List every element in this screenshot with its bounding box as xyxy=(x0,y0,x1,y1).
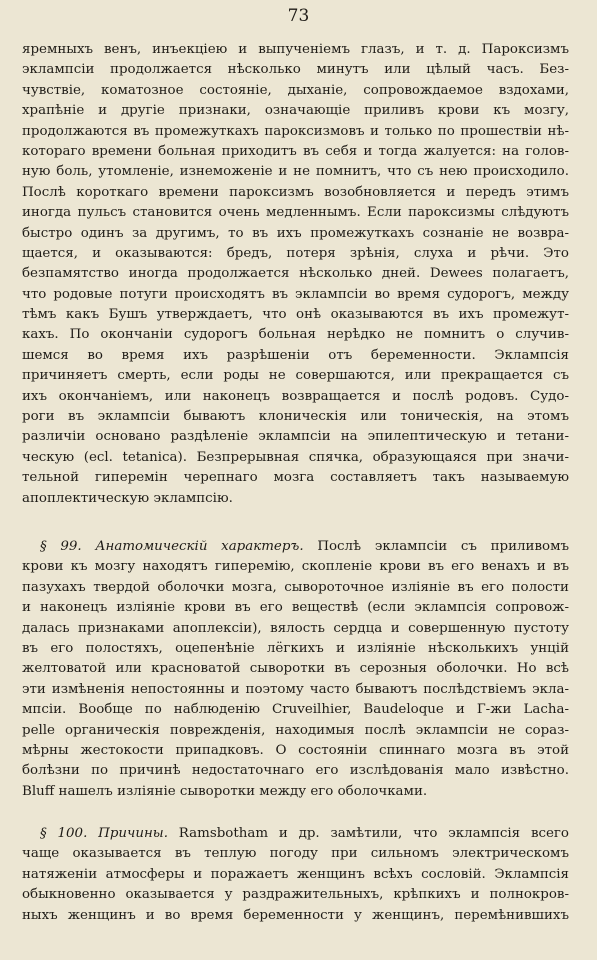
text-line: быстро одинъ за другимъ, то въ ихъ промежуткахъ сознаніе не возвра- xyxy=(22,225,569,241)
text-line: роги въ эклампсіи бываютъ клоническія или тоническія, на этомъ xyxy=(22,409,569,425)
section-heading-line xyxy=(22,537,569,557)
text-line: различіи основано раздѣленіе эклампсіи на эпилептическую и тетани- xyxy=(22,429,569,445)
text-line: Bluff нашелъ изліяніе сыворотки между его оболочками. xyxy=(22,783,428,799)
text-line: ную боль, утомленіе, изнеможеніе и не помнитъ, что съ нею происходило. xyxy=(22,164,569,180)
text-line: обыкновенно оказывается у раздражительныхъ, крѣпкихъ и полнокров- xyxy=(22,887,569,903)
text-line: котораго времени больная приходитъ въ себя и тогда жалуется: на голов- xyxy=(22,143,569,159)
text-line: храпѣніе и другіе признаки, означающіе приливъ крови къ мозгу, xyxy=(22,103,569,119)
section-100 xyxy=(22,824,569,926)
text-line: болѣзни по причинѣ недостаточнаго его изслѣдованія мало извѣстно. xyxy=(22,763,569,779)
text-line: въ его полостяхъ, оцепенѣніе лёгкихъ и изліяніе нѣсколькихъ унцій xyxy=(22,640,569,656)
paragraph-continuation xyxy=(22,40,569,509)
section-first-line-text: Ramsbotham и др. замѣтили, что эклампсія всего xyxy=(178,826,569,841)
text-line: эклампсіи продолжается нѣсколько минутъ или цѣлый часъ. Без- xyxy=(22,62,569,78)
text-line: чувствіе, коматозное состояніе, дыханіе, сопровождаемое вздохами, xyxy=(22,82,569,98)
section-title: Анатомическій характеръ. xyxy=(95,539,304,554)
text-line: тѣмъ какъ Бушъ утверждаетъ, что онѣ оказываются въ ихъ промежут- xyxy=(22,307,569,323)
text-line: иногда пульсъ становится очень медленнымъ. Если пароксизмы слѣдуютъ xyxy=(22,205,569,221)
text-line: желтоватой или красноватой сыворотки въ серозныя оболочки. Но всѣ xyxy=(22,661,569,677)
page-number: 73 xyxy=(287,6,310,26)
text-line: крови къ мозгу находятъ гиперемію, скопленіе крови въ его венахъ и въ xyxy=(22,559,569,575)
section-number: § 99. xyxy=(40,539,82,554)
section-99 xyxy=(22,537,569,802)
text-line: далась признаками апоплексіи), вялость сердца и совершенную пустоту xyxy=(22,620,569,636)
text-line: яремныхъ венъ, инъекціею и выпученіемъ глазъ, и т. д. Пароксизмъ xyxy=(22,42,569,57)
section-first-line-text: Послѣ эклампсіи съ приливомъ xyxy=(317,539,569,554)
section-number: § 100. xyxy=(40,826,88,841)
text-line: и наконецъ изліяніе крови въ его веществѣ (если эклампсія сопровож- xyxy=(22,600,569,616)
text-line: шемся во время ихъ разрѣшеніи отъ беременности. Эклампсія xyxy=(22,347,569,363)
text-line: кахъ. По окончаніи судорогъ больная нерѣдко не помнитъ о случив- xyxy=(22,327,569,343)
section-title: Причины. xyxy=(98,826,168,841)
text-line: pelle органическія поврежденія, находимыя послѣ эклампсіи не сораз- xyxy=(22,722,569,738)
text-line: что родовые потуги происходятъ въ эклампсіи во время судорогъ, между xyxy=(22,286,569,302)
text-line: ныхъ женщинъ и во время беременности у женщинъ, перемѣнившихъ xyxy=(22,907,569,923)
text-line: Послѣ короткаго времени пароксизмъ возобновляется и передъ этимъ xyxy=(22,184,569,200)
text-line: безпамятство иногда продолжается нѣсколько дней. Dewees полагаетъ, xyxy=(22,266,569,282)
text-line: продолжаются въ промежуткахъ пароксизмовъ и только по прошествіи нѣ- xyxy=(22,123,569,139)
text-line: мѣрны жестокости припадковъ. О состояніи спиннаго мозга въ этой xyxy=(22,742,569,758)
text-line: тельной гиперемін черепнаго мозга составляетъ такъ называемую xyxy=(22,470,569,486)
text-line: эти измѣненія непостоянны и поэтому часто бываютъ послѣдствіемъ экла- xyxy=(22,681,569,697)
section-heading-line xyxy=(22,824,569,844)
text-line: ихъ окончаніемъ, или наконецъ возвращается и послѣ родовъ. Судо- xyxy=(22,388,569,404)
text-line: ческую (ecl. tetanica). Безпрерывная спячка, образующаяся при значи- xyxy=(22,449,569,465)
text-line: натяженіи атмосферы и поражаетъ женщинъ всѣхъ сословій. Эклампсія xyxy=(22,866,569,882)
text-line: чаще оказывается въ теплую погоду при сильномъ электрическомъ xyxy=(22,846,569,862)
text-line: апоплектическую эклампсію. xyxy=(22,490,233,506)
text-line: мпсіи. Вообще по наблюденію Cruveilhier, Baudeloque и Г-жи Lacha- xyxy=(22,702,569,718)
text-line: пазухахъ твердой оболочки мозга, сывороточное изліяніе въ его полости xyxy=(22,579,569,595)
text-line: щается, и оказываются: бредъ, потеря зрѣнія, слуха и рѣчи. Это xyxy=(22,245,569,261)
text-line: причиняетъ смерть, если роды не совершаются, или прекращается съ xyxy=(22,368,569,384)
